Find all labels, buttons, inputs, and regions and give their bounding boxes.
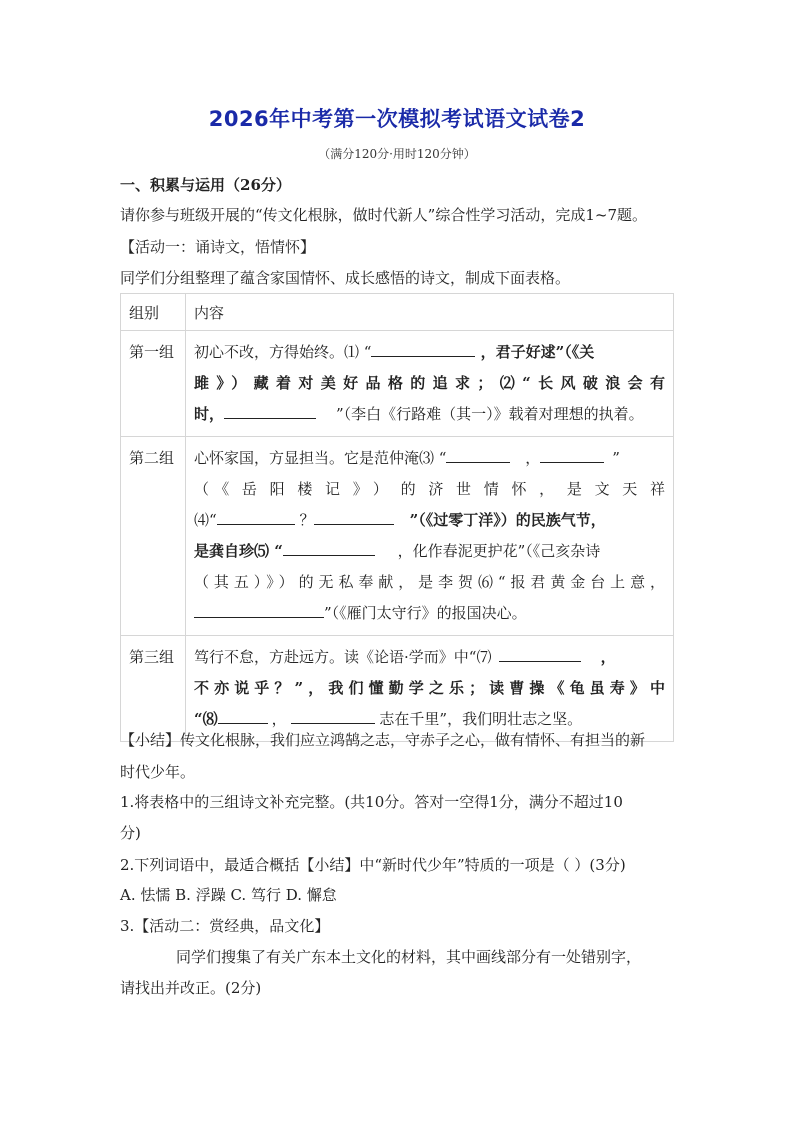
text: ，: [520, 449, 541, 467]
g2-line: [194, 505, 665, 536]
blank-4b[interactable]: [314, 508, 394, 525]
g3-line: [194, 642, 665, 673]
question-3-text-1: 同学们搜集了有关广东本土文化的材料，其中画线部分有一处错别字，: [176, 948, 642, 966]
group-one-content: [186, 331, 674, 437]
table-row: [121, 331, 674, 437]
group-three-label: 第三组: [121, 636, 186, 742]
table-header-row: [121, 294, 674, 331]
g1-line: [194, 337, 665, 368]
summary-line-1: 【小结】传文化根脉，我们应立鸿鹄之志，守赤子之心，做有情怀、有担当的新: [120, 731, 646, 749]
blank-6[interactable]: [194, 601, 324, 618]
blank-1[interactable]: [371, 340, 475, 357]
text: 初心不改，方得始终。⑴ “: [194, 343, 372, 361]
group-two-label: 第二组: [121, 437, 186, 636]
text: 心怀家国，方显担当。它是范仲淹⑶ “: [194, 449, 447, 467]
blank-5[interactable]: [283, 539, 375, 556]
question-1-line-2: 分): [120, 824, 141, 842]
exam-subtitle: （满分120分·用时120分钟）: [318, 147, 476, 161]
g2-line: [194, 598, 665, 629]
text: 时，: [194, 405, 225, 423]
text: ？: [294, 511, 315, 529]
text: ⑷“: [194, 511, 217, 529]
text: 志在千里”，我们明壮志之坚。: [374, 710, 583, 728]
table-row: [121, 636, 674, 742]
blank-4a[interactable]: [217, 508, 295, 525]
group-one-label: 第一组: [121, 331, 186, 437]
blank-8a[interactable]: [218, 707, 268, 724]
question-1-line-1: 1.将表格中的三组诗文补充完整。(共10分。答对一空得1分，满分不超过10: [120, 793, 623, 811]
exam-title: 2026年中考第一次模拟考试语文试卷2: [208, 107, 586, 131]
poetry-table: [120, 293, 674, 742]
blank-7[interactable]: [499, 645, 581, 662]
header-content: 内容: [186, 294, 674, 331]
intro-text: 请你参与班级开展的“传文化根脉，做时代新人”综合性学习活动，完成1~7题。: [120, 206, 647, 224]
table-intro: 同学们分组整理了蕴含家国情怀、成长感悟的诗文，制成下面表格。: [120, 269, 571, 287]
text: ，化作春泥更护花”（《己亥杂诗: [392, 542, 601, 560]
text: ”（李白《行路难（其一）》载着对理想的执着。: [336, 405, 644, 423]
g2-line: [194, 443, 665, 474]
text: ，: [595, 648, 616, 666]
g2-line: [194, 536, 665, 567]
text: ”（《过零丁洋》）的民族气节，: [404, 511, 606, 529]
text: 是龚自珍⑸ “: [194, 542, 283, 560]
blank-8b[interactable]: [291, 707, 375, 724]
table-row: [121, 437, 674, 636]
text: ”（《雁门太守行》的报国决心。: [324, 604, 527, 622]
text: ，: [271, 710, 287, 728]
question-2: 2.下列词语中，最适合概括【小结】中“新时代少年”特质的一项是（ ）(3分): [120, 856, 626, 874]
question-3-heading: 3.【活动二：赏经典，品文化】: [120, 917, 330, 935]
g3-line: 不亦说乎？”，我们懂勤学之乐；读曹操《龟虽寿》中: [194, 679, 665, 697]
text: ”: [612, 449, 620, 467]
blank-2[interactable]: [224, 402, 316, 419]
summary-line-2: 时代少年。: [120, 763, 196, 781]
blank-3b[interactable]: [540, 446, 604, 463]
section-heading: 一、积累与运用（26分）: [120, 176, 291, 194]
group-two-content: [186, 437, 674, 636]
text: “⑻: [194, 710, 218, 728]
text: ，君子好逑”（《关: [475, 343, 595, 361]
g1-line: 雎》）藏着对美好品格的追求；⑵“长风破浪会有: [194, 374, 665, 392]
g2-line: （《岳阳楼记》）的济世情怀，是文天祥: [194, 480, 665, 498]
g2-line: （其五）》）的无私奉献，是李贺⑹“报君黄金台上意，: [194, 573, 665, 591]
question-2-options: A. 怯懦 B. 浮躁 C. 笃行 D. 懈怠: [120, 886, 337, 904]
header-group: 组别: [121, 294, 186, 331]
text: 笃行不怠，方赴远方。读《论语·学而》中“⑺: [194, 648, 492, 666]
activity-one-heading: 【活动一：诵诗文，悟情怀】: [120, 238, 316, 256]
g1-line: [194, 399, 665, 430]
blank-3a[interactable]: [446, 446, 510, 463]
group-three-content: [186, 636, 674, 742]
question-3-text-2: 请找出并改正。(2分): [120, 979, 262, 997]
